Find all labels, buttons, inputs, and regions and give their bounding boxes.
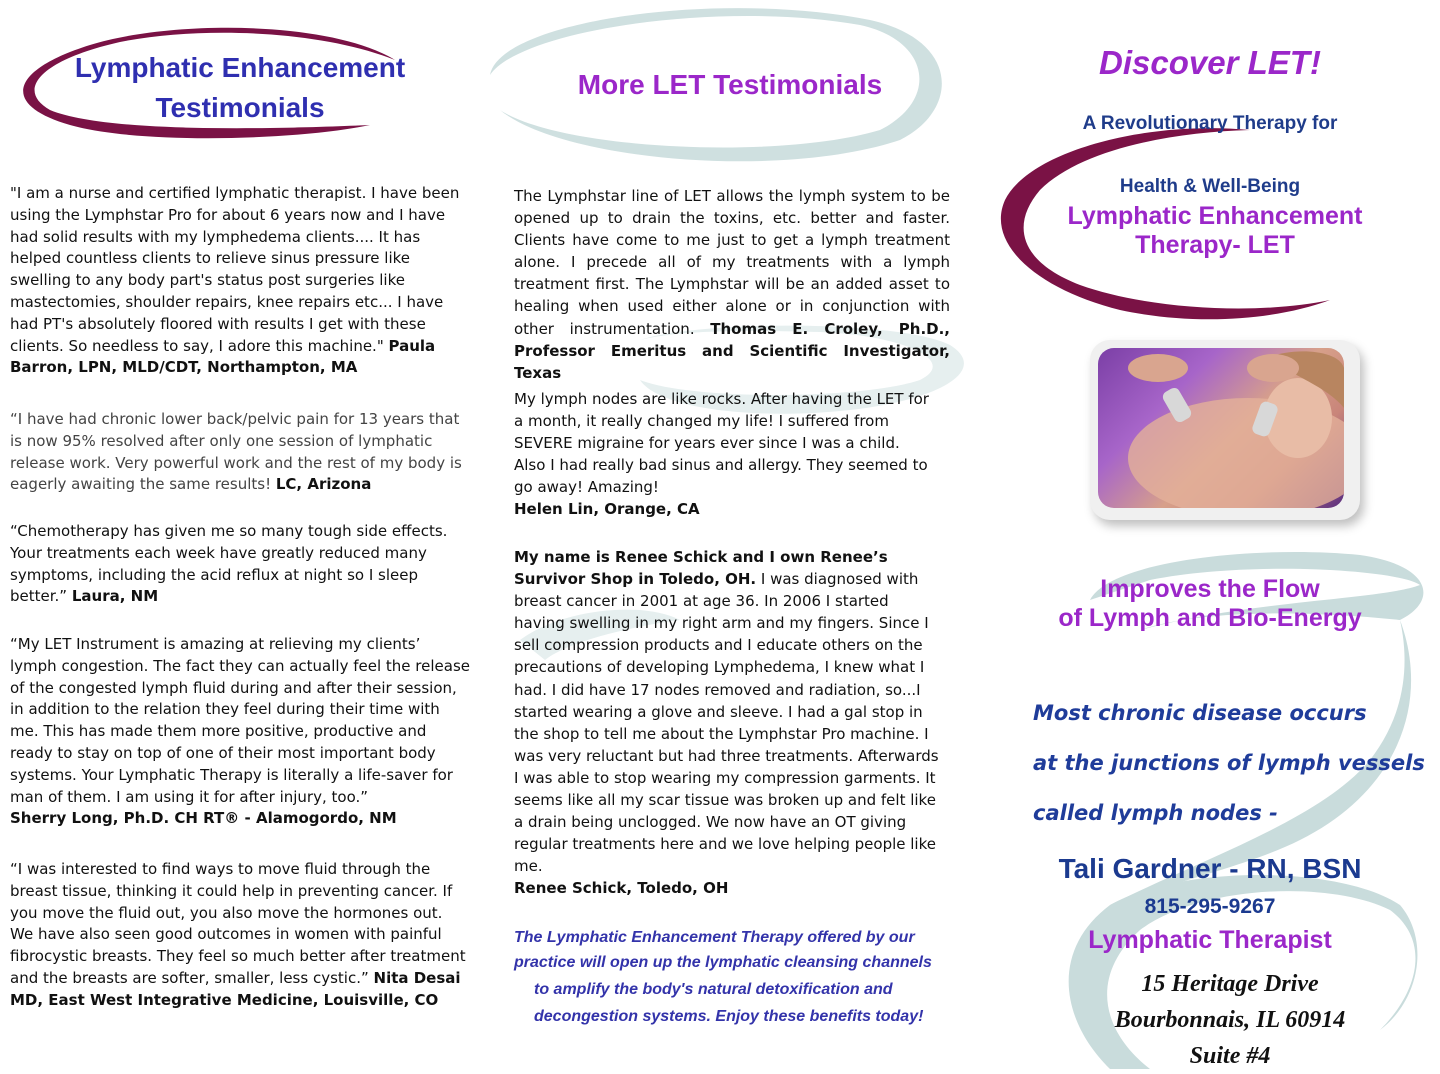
closing-line2: practice will open up the lymphatic cleansing channels xyxy=(514,954,932,971)
subtagline: Health & Well-Being xyxy=(1119,176,1301,197)
therapy-photo-image xyxy=(1098,348,1344,508)
tagline: A Revolutionary Therapy for xyxy=(1082,113,1338,134)
contact-phone: 815-295-9267 xyxy=(1144,895,1276,918)
contact-name: Tali Gardner - RN, BSN xyxy=(1058,853,1362,884)
improves-line1: Improves the Flow xyxy=(1100,575,1320,603)
chronic-line3: called lymph nodes - xyxy=(1033,801,1278,825)
testimonial-body: “I was interested to find ways to move fluid through the breast tissue, thinking it could help in preventing cancer. If you move the fluid out, you also move the hormones out. We have also seen good outcomes in women with painful fibrocystic breasts. They feel so much better after treatment and the breasts are softer, smaller, less cystic.” xyxy=(10,860,466,987)
closing-line4: decongestion systems. Enjoy these benefits today! xyxy=(534,1008,924,1025)
chronic-statement xyxy=(1033,688,1433,838)
testimonial-croley xyxy=(514,185,950,384)
headline: Discover LET! xyxy=(1099,44,1321,81)
address-line3: Suite #4 xyxy=(1189,1043,1271,1069)
address xyxy=(1030,966,1430,1074)
testimonial-author: Nita Desai MD, East West Integrative Medicine, Louisville, CO xyxy=(10,968,461,1009)
testimonial-renee xyxy=(514,546,940,900)
chronic-line1: Most chronic disease occurs xyxy=(1033,701,1367,725)
testimonial-paula xyxy=(10,183,470,379)
testimonial-author: LC, Arizona xyxy=(275,475,372,494)
testimonial-author: Thomas E. Croley, Ph.D., Professor Emeritus and Scientific Investigator, Texas xyxy=(514,319,950,382)
testimonial-laura xyxy=(10,521,470,608)
testimonial-body: The Lymphstar line of LET allows the lymph system to be opened up to drain the toxins, etc. better and faster. Clients have come to me just to get a lymph treatment alone. I precede all of my treatments with a lymph treatment first. The Lymphstar will be an added asset to healing when used either alone or in conjunction with other instrumentation. xyxy=(514,187,950,338)
testimonial-lead: My name is Renee Schick and I own Renee’s Survivor Shop in Toledo, OH. xyxy=(514,548,888,589)
chronic-line2: at the junctions of lymph vessels xyxy=(1033,751,1425,775)
therapy-name-line1: Lymphatic Enhancement xyxy=(1067,202,1363,230)
testimonial-body: "I am a nurse and certified lymphatic therapist. I have been using the Lymphstar Pro for about 6 years now and I have had solid results with my lymphedema clients.... It has helped countless clients to relieve sinus pressure like swelling to any body part's status post surgeries like mastectomies, shoulder repairs, knee repairs etc... I have had PT's absolutely floored with results I get with these clients. So needless to say, I adore this machine." xyxy=(10,184,460,355)
col1-title-line1: Lymphatic Enhancement xyxy=(74,52,406,83)
therapy-name xyxy=(1010,202,1420,260)
testimonial-author: Helen Lin, Orange, CA xyxy=(514,500,700,519)
testimonial-author: Laura, NM xyxy=(71,587,159,606)
col1-title-line2: Testimonials xyxy=(155,92,325,123)
testimonial-sherry xyxy=(10,634,470,830)
therapy-name-line2: Therapy- LET xyxy=(1135,231,1295,259)
address-line1: 15 Heritage Drive xyxy=(1141,971,1319,997)
testimonial-nita xyxy=(10,859,470,1012)
closing-line1: The Lymphatic Enhancement Therapy offered by our xyxy=(514,929,915,946)
col1-title xyxy=(40,48,440,128)
col2-title: More LET Testimonials xyxy=(577,69,883,100)
testimonial-author: Renee Schick, Toledo, OH xyxy=(514,879,729,898)
closing-line3: to amplify the body's natural detoxification and xyxy=(534,981,893,998)
testimonial-helen xyxy=(514,388,934,521)
testimonial-author: Sherry Long, Ph.D. CH RT® - Alamogordo, NM xyxy=(10,809,397,828)
testimonial-body: My lymph nodes are like rocks. After having the LET for a month, it really changed my life! I suffered from SEVERE migraine for years ever since I was a child. Also I had really bad sinus and allergy. They seemed to go away! Amazing! xyxy=(514,390,929,497)
testimonial-author: Paula Barron, LPN, MLD/CDT, Northampton, MA xyxy=(10,336,436,377)
therapy-photo xyxy=(1090,340,1360,520)
testimonial-body: “My LET Instrument is amazing at relieving my clients’ lymph congestion. The fact they can actually feel the release of the congested lymph fluid during and after their session, in addition to the relation they feel during their time with me. This has made them more positive, productive and ready to stay on top of one of their most important body systems. Your Lymphatic Therapy is literally a life-saver for man of them. I am using it for after injury, too.” xyxy=(10,635,470,806)
testimonial-body: “I have had chronic lower back/pelvic pain for 13 years that is now 95% resolved after only one session of lymphatic release work. Very powerful work and the rest of my body is eagerly awaiting the same results! xyxy=(10,410,462,494)
contact-role: Lymphatic Therapist xyxy=(1088,926,1332,954)
improves-heading xyxy=(1010,575,1410,633)
improves-line2: of Lymph and Bio-Energy xyxy=(1058,604,1362,632)
closing-statement xyxy=(514,926,980,1030)
testimonial-body: I was diagnosed with breast cancer in 2001 at age 36. In 2006 I started having swelling in my right arm and my fingers. Since I sell compression products and I educate others on the precautions of developing Lymphedema, I knew what I had. I did have 17 nodes removed and radiation, so...I started wearing a glove and sleeve. I had a gal stop in the shop to tell me about the Lymphstar Pro machine. I was very reluctant but had three treatments. Afterwards I was able to stop wearing my compression garments. It seems like all my scar tissue was broken up and felt like a drain being unclogged. We now have an OT giving regular treatments here and we love helping people like me. xyxy=(514,570,939,876)
testimonial-body: “Chemotherapy has given me so many tough side effects. Your treatments each week have greatly reduced many symptoms, including the acid reflux at night so I sleep better.” xyxy=(10,522,448,606)
address-line2: Bourbonnais, IL 60914 xyxy=(1114,1007,1346,1033)
photo-illustration xyxy=(1098,348,1344,508)
testimonial-lc xyxy=(10,409,470,496)
